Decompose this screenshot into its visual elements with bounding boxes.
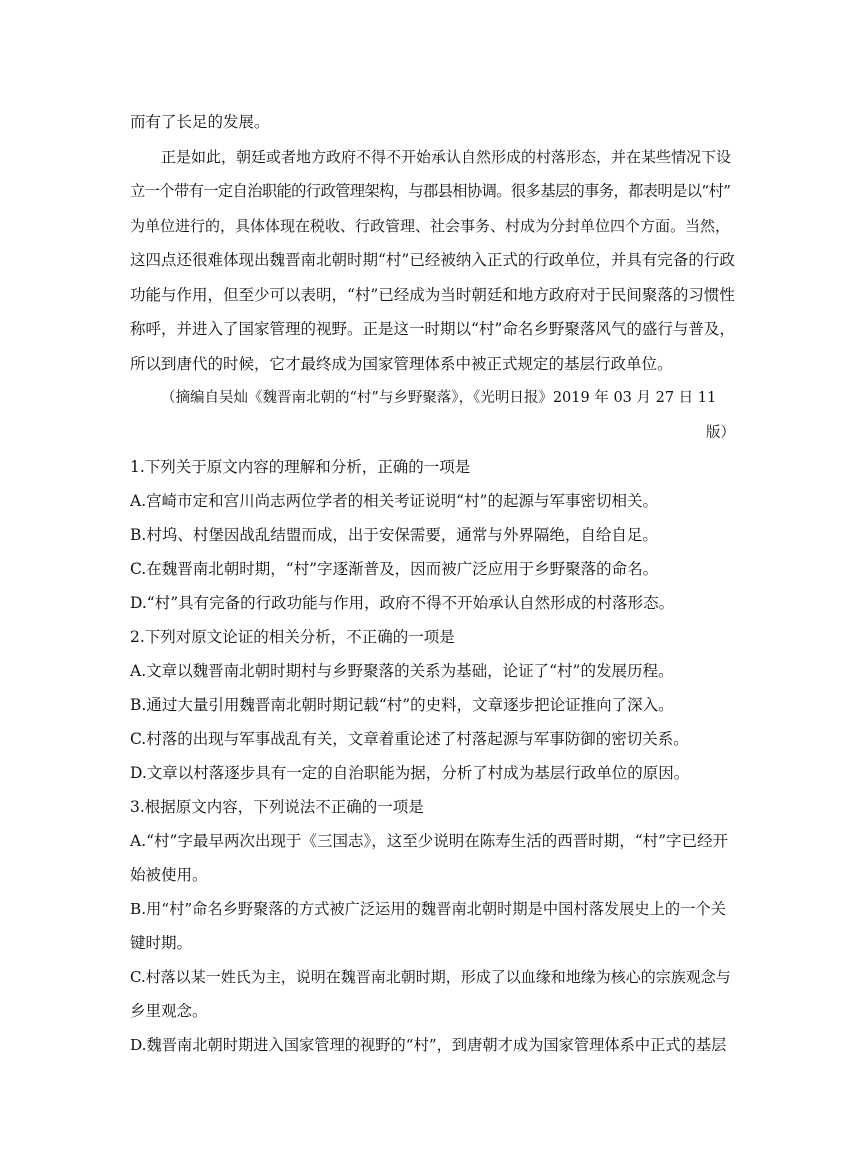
question-stem: 3.根据原文内容，下列说法不正确的一项是 — [130, 798, 424, 816]
question-option: A.宫崎市定和宫川尚志两位学者的相关考证说明“村”的起源与军事密切相关。 — [130, 492, 658, 510]
question-stem: 2.下列对原文论证的相关分析，不正确的一项是 — [130, 628, 455, 646]
question-option: D.文章以村落逐步具有一定的自治职能为据，分析了村成为基层行政单位的原因。 — [130, 764, 690, 782]
question-option: C.在魏晋南北朝时期，“村”字逐渐普及，因而被广泛应用于乡野聚落的命名。 — [130, 560, 659, 578]
passage — [130, 105, 735, 450]
question-option: A.“村”字最早两次出现于《三国志》，这至少说明在陈寿生活的西晋时期，“村”字已经开 — [130, 832, 729, 850]
question-option: D.“村”具有完备的行政功能与作用，政府不得不开始承认自然形成的村落形态。 — [130, 594, 675, 612]
question-option: B.通过大量引用魏晋南北朝时期记载“村”的史料，文章逐步把论证推向了深入。 — [130, 696, 674, 714]
question-1 — [130, 450, 735, 620]
question-option: B.村坞、村堡因战乱结盟而成，出于安保需要，通常与外界隔绝，自给自足。 — [130, 526, 658, 544]
passage-line: 为单位进行的，具体体现在税收、行政管理、社会事务、村成为分封单位四个方面。当然， — [130, 216, 731, 235]
source-citation-end: 版） — [706, 424, 735, 441]
passage-line: 立一个带有一定自治职能的行政管理架构，与郡县相协调。很多基层的事务，都表明是以“村” — [130, 182, 731, 200]
passage-line: 而有了长足的发展。 — [130, 113, 270, 131]
passage-line: 称呼，并进入了国家管理的视野。正是这一时期以“村”命名乡野聚落风气的盛行与普及， — [130, 320, 735, 338]
passage-line: 正是如此，朝廷或者地方政府不得不开始承认自然形成的村落形态，并在某些情况下设 — [161, 147, 732, 166]
question-option-continuation: 键时期。 — [130, 934, 193, 952]
passage-line: 这四点还很难体现出魏晋南北朝时期“村”已经被纳入正式的行政单位，并具有完备的行政 — [130, 251, 735, 269]
passage-line: 功能与作用，但至少可以表明，“村”已经成为当时朝廷和地方政府对于民间聚落的习惯性 — [130, 285, 735, 304]
question-option: B.用“村”命名乡野聚落的方式被广泛运用的魏晋南北朝时期是中国村落发展史上的一个关 — [130, 900, 726, 918]
document-content — [130, 105, 735, 1062]
passage-line: 所以到唐代的时候，它才最终成为国家管理体系中被正式规定的基层行政单位。 — [130, 354, 673, 373]
question-option-continuation: 始被使用。 — [130, 866, 208, 884]
source-citation: （摘编自吴灿《魏晋南北朝的“村”与乡野聚落》，《光明日报》2019 年 03 月 27 日 11 — [161, 390, 717, 406]
question-option: C.村落以某一姓氏为主，说明在魏晋南北朝时期，形成了以血缘和地缘为核心的宗族观念与 — [130, 968, 731, 986]
question-2 — [130, 620, 735, 790]
question-3 — [130, 790, 735, 1062]
question-option: A.文章以魏晋南北朝时期村与乡野聚落的关系为基础，论证了“村”的发展历程。 — [130, 662, 674, 680]
question-option: C.村落的出现与军事战乱有关，文章着重论述了村落起源与军事防御的密切关系。 — [130, 730, 689, 748]
question-stem: 1.下列关于原文内容的理解和分析，正确的一项是 — [130, 458, 471, 476]
question-option: D.魏晋南北朝时期进入国家管理的视野的“村”，到唐朝才成为国家管理体系中正式的基层 — [130, 1036, 727, 1054]
question-option-continuation: 乡里观念。 — [130, 1002, 208, 1020]
